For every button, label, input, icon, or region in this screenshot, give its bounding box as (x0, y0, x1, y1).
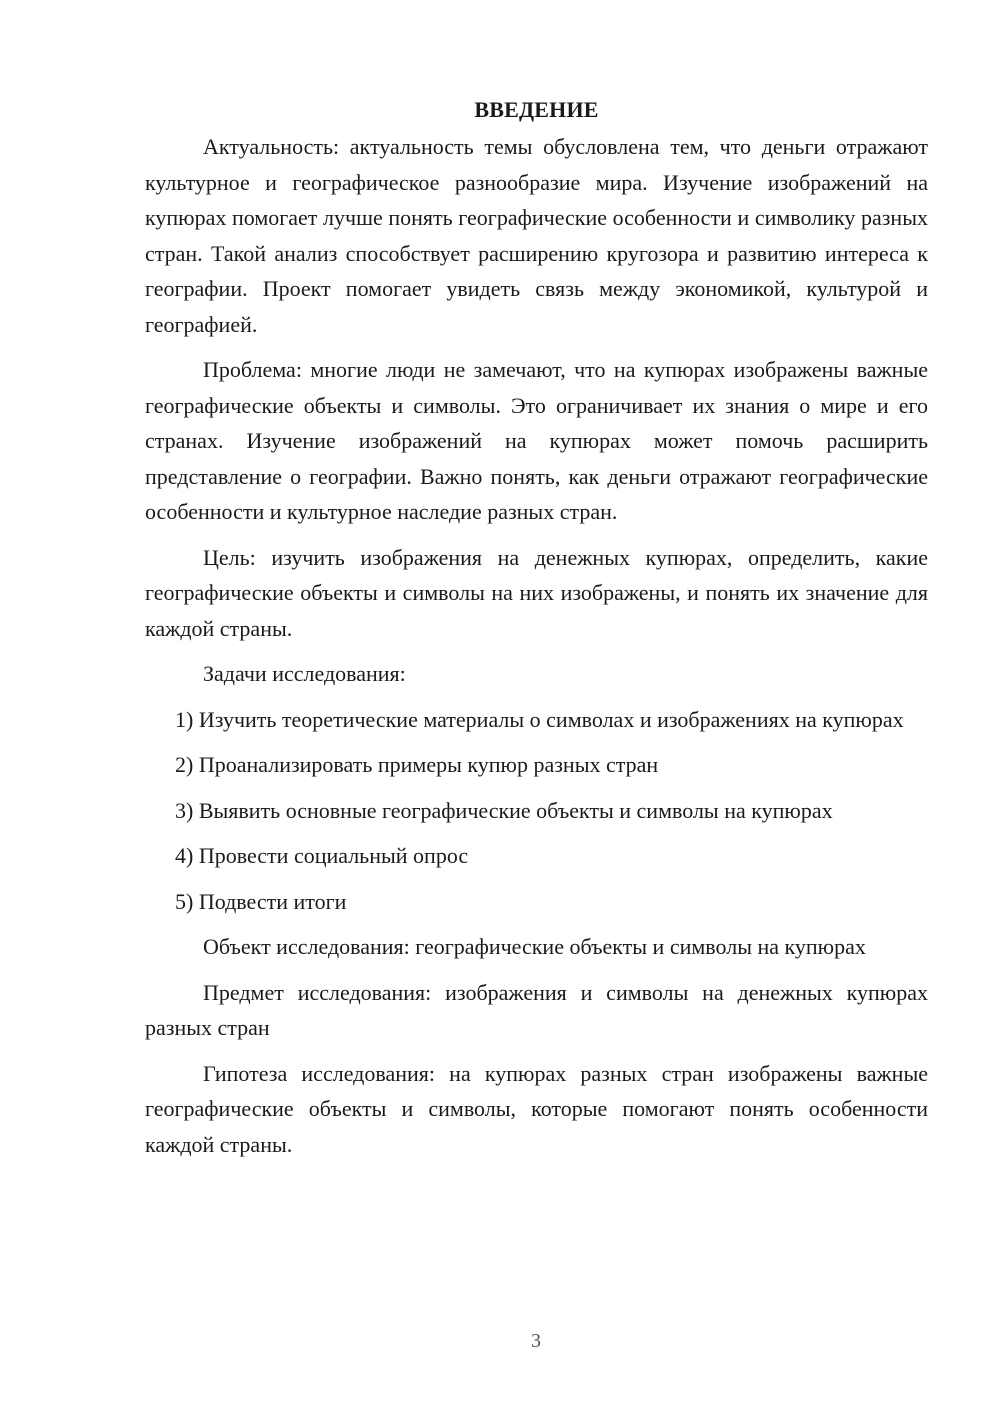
task-item-5: 5) Подвести итоги (175, 888, 347, 914)
tasks-heading: Задачи исследования: (203, 661, 406, 686)
page-number: 3 (531, 1330, 541, 1352)
task-item-3: 3) Выявить основные географические объекты и символы на купюрах (175, 797, 833, 823)
paragraph-relevance: Актуальность: актуальность темы обусловлена тем, что деньги отражают культурное и географическое разнообразие мира. Изучение изображений на купюрах помогает лучше понять географические особенности и символику разных стран. Такой анализ способствует расширению кругозора и развитию интереса к географии. Проект помогает увидеть связь между экономикой, культурой и географией. (145, 134, 928, 337)
paragraph-research-subject: Предмет исследования: изображения и символы на денежных купюрах разных стран (145, 979, 928, 1040)
paragraph-research-object: Объект исследования: географические объекты и символы на купюрах (203, 934, 866, 959)
document-title: ВВЕДЕНИЕ (474, 97, 599, 122)
task-item-2: 2) Проанализировать примеры купюр разных стран (175, 752, 659, 777)
document-page (145, 92, 928, 1172)
paragraph-goal: Цель: изучить изображения на денежных купюрах, определить, какие географические объекты и символы на них изображены, и понять их значение для каждой страны. (145, 544, 928, 641)
task-item-4: 4) Провести социальный опрос (175, 843, 469, 868)
tasks-list (145, 702, 928, 920)
task-item-1: 1) Изучить теоретические материалы о символах и изображениях на купюрах (175, 706, 904, 732)
paragraph-problem: Проблема: многие люди не замечают, что на купюрах изображены важные географические объекты и символы. Это ограничивает их знания о мире и его странах. Изучение изображений на купюрах может помочь расширить представление о географии. Важно понять, как деньги отражают географические особенности и культурное наследие разных стран. (145, 357, 928, 524)
paragraph-research-hypothesis: Гипотеза исследования: на купюрах разных стран изображены важные географические объекты и символы, которые помогают понять особенности каждой страны. (145, 1060, 928, 1157)
